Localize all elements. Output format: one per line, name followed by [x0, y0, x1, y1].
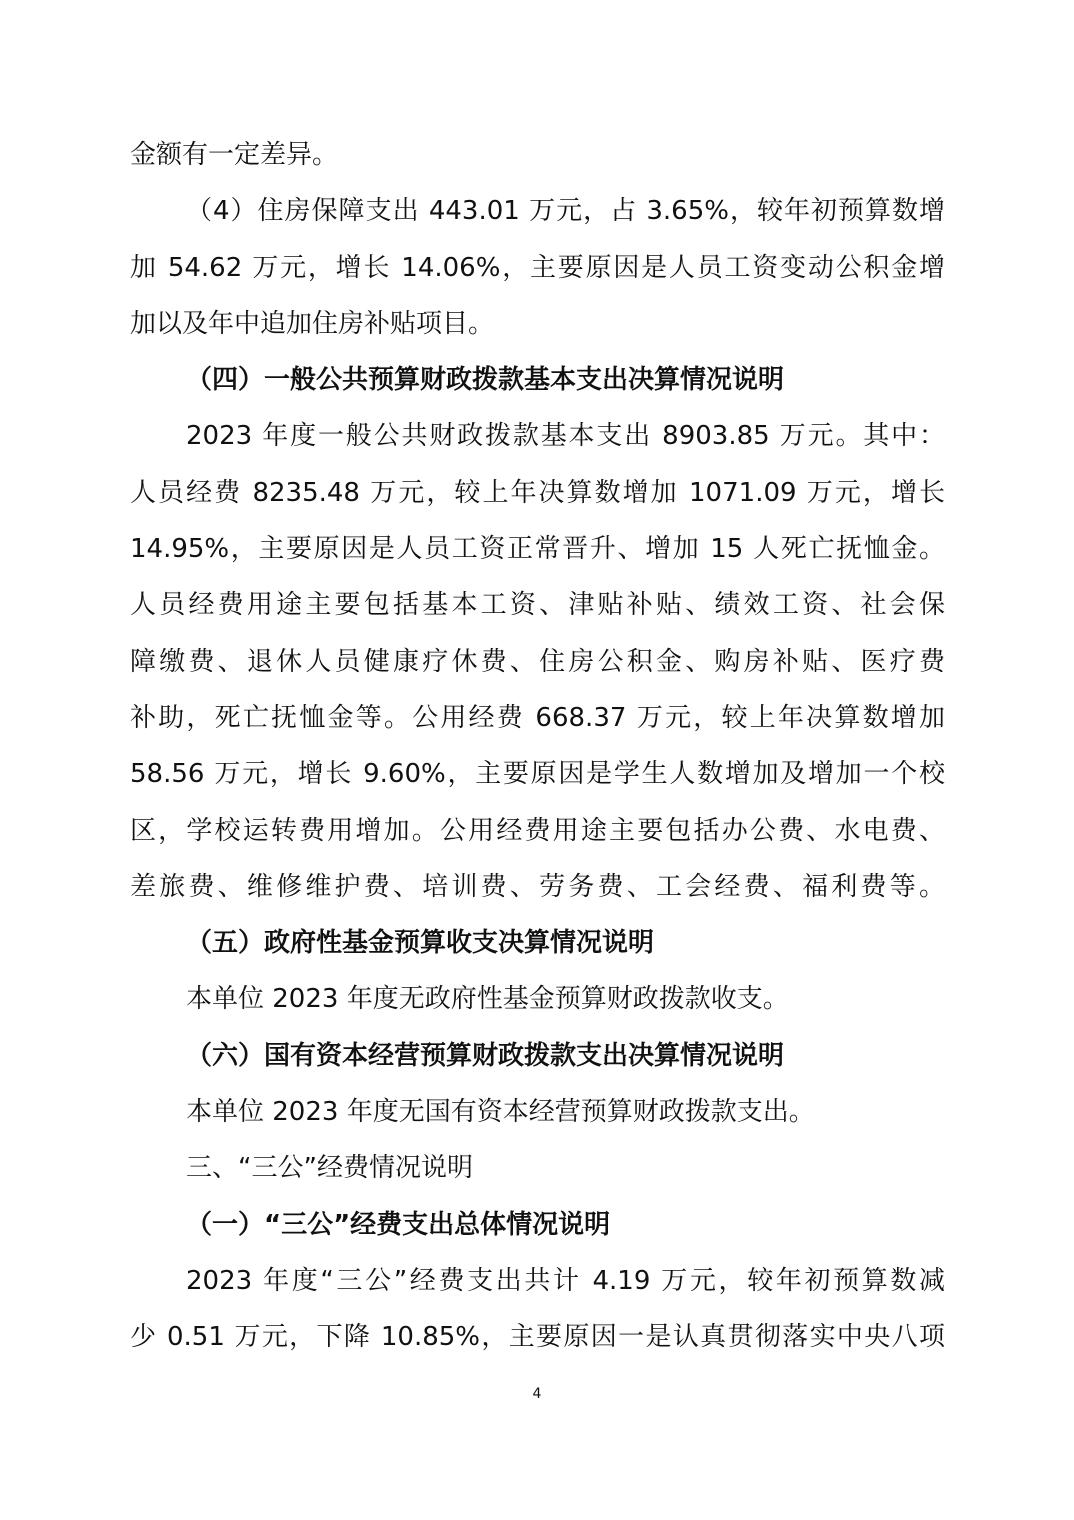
document-body	[130, 127, 945, 1366]
paragraph-line: 补助，死亡抚恤金等。公用经费 668.37 万元，较上年决算数增加	[130, 702, 945, 733]
paragraph-line: 区，学校运转费用增加。公用经费用途主要包括办公费、水电费、	[130, 815, 945, 846]
paragraph-line: （4）住房保障支出 443.01 万元，占 3.65%，较年初预算数增	[186, 196, 945, 227]
paragraph-line: 人员经费用途主要包括基本工资、津贴补贴、绩效工资、社会保	[130, 590, 945, 621]
paragraph-line: 三、“三公”经费情况说明	[186, 1153, 473, 1184]
section-heading: （六）国有资本经营预算财政拨款支出决算情况说明	[186, 1040, 785, 1071]
paragraph-line: 14.95%，主要原因是人员工资正常晋升、增加 15 人死亡抚恤金。	[130, 534, 945, 565]
paragraph-line: 加 54.62 万元，增长 14.06%，主要原因是人员工资变动公积金增	[130, 252, 945, 283]
paragraph-line: 金额有一定差异。	[130, 140, 339, 170]
paragraph-line: 加以及年中追加住房补贴项目。	[130, 308, 495, 339]
section-heading: （四）一般公共预算财政拨款基本支出决算情况说明	[186, 365, 785, 396]
paragraph-line: 人员经费 8235.48 万元，较上年决算数增加 1071.09 万元，增长	[130, 477, 945, 508]
paragraph-line: 少 0.51 万元，下降 10.85%，主要原因一是认真贯彻落实中央八项	[130, 1322, 945, 1353]
paragraph-line: 障缴费、退休人员健康疗休费、住房公积金、购房补贴、医疗费	[130, 646, 945, 677]
paragraph-line: 58.56 万元，增长 9.60%，主要原因是学生人数增加及增加一个校	[130, 759, 945, 790]
paragraph-line: 2023 年度一般公共财政拨款基本支出 8903.85 万元。其中：	[186, 421, 945, 452]
page-number: 4	[532, 1386, 542, 1402]
section-heading: （一）“三公”经费支出总体情况说明	[186, 1209, 611, 1240]
paragraph-line: 2023 年度“三公”经费支出共计 4.19 万元，较年初预算数减	[186, 1265, 945, 1296]
paragraph-line: 差旅费、维修维护费、培训费、劳务费、工会经费、福利费等。	[130, 871, 945, 902]
paragraph-line: 本单位 2023 年度无政府性基金预算财政拨款收支。	[186, 984, 789, 1015]
paragraph-line: 本单位 2023 年度无国有资本经营预算财政拨款支出。	[186, 1097, 815, 1128]
section-heading: （五）政府性基金预算收支决算情况说明	[186, 928, 655, 959]
